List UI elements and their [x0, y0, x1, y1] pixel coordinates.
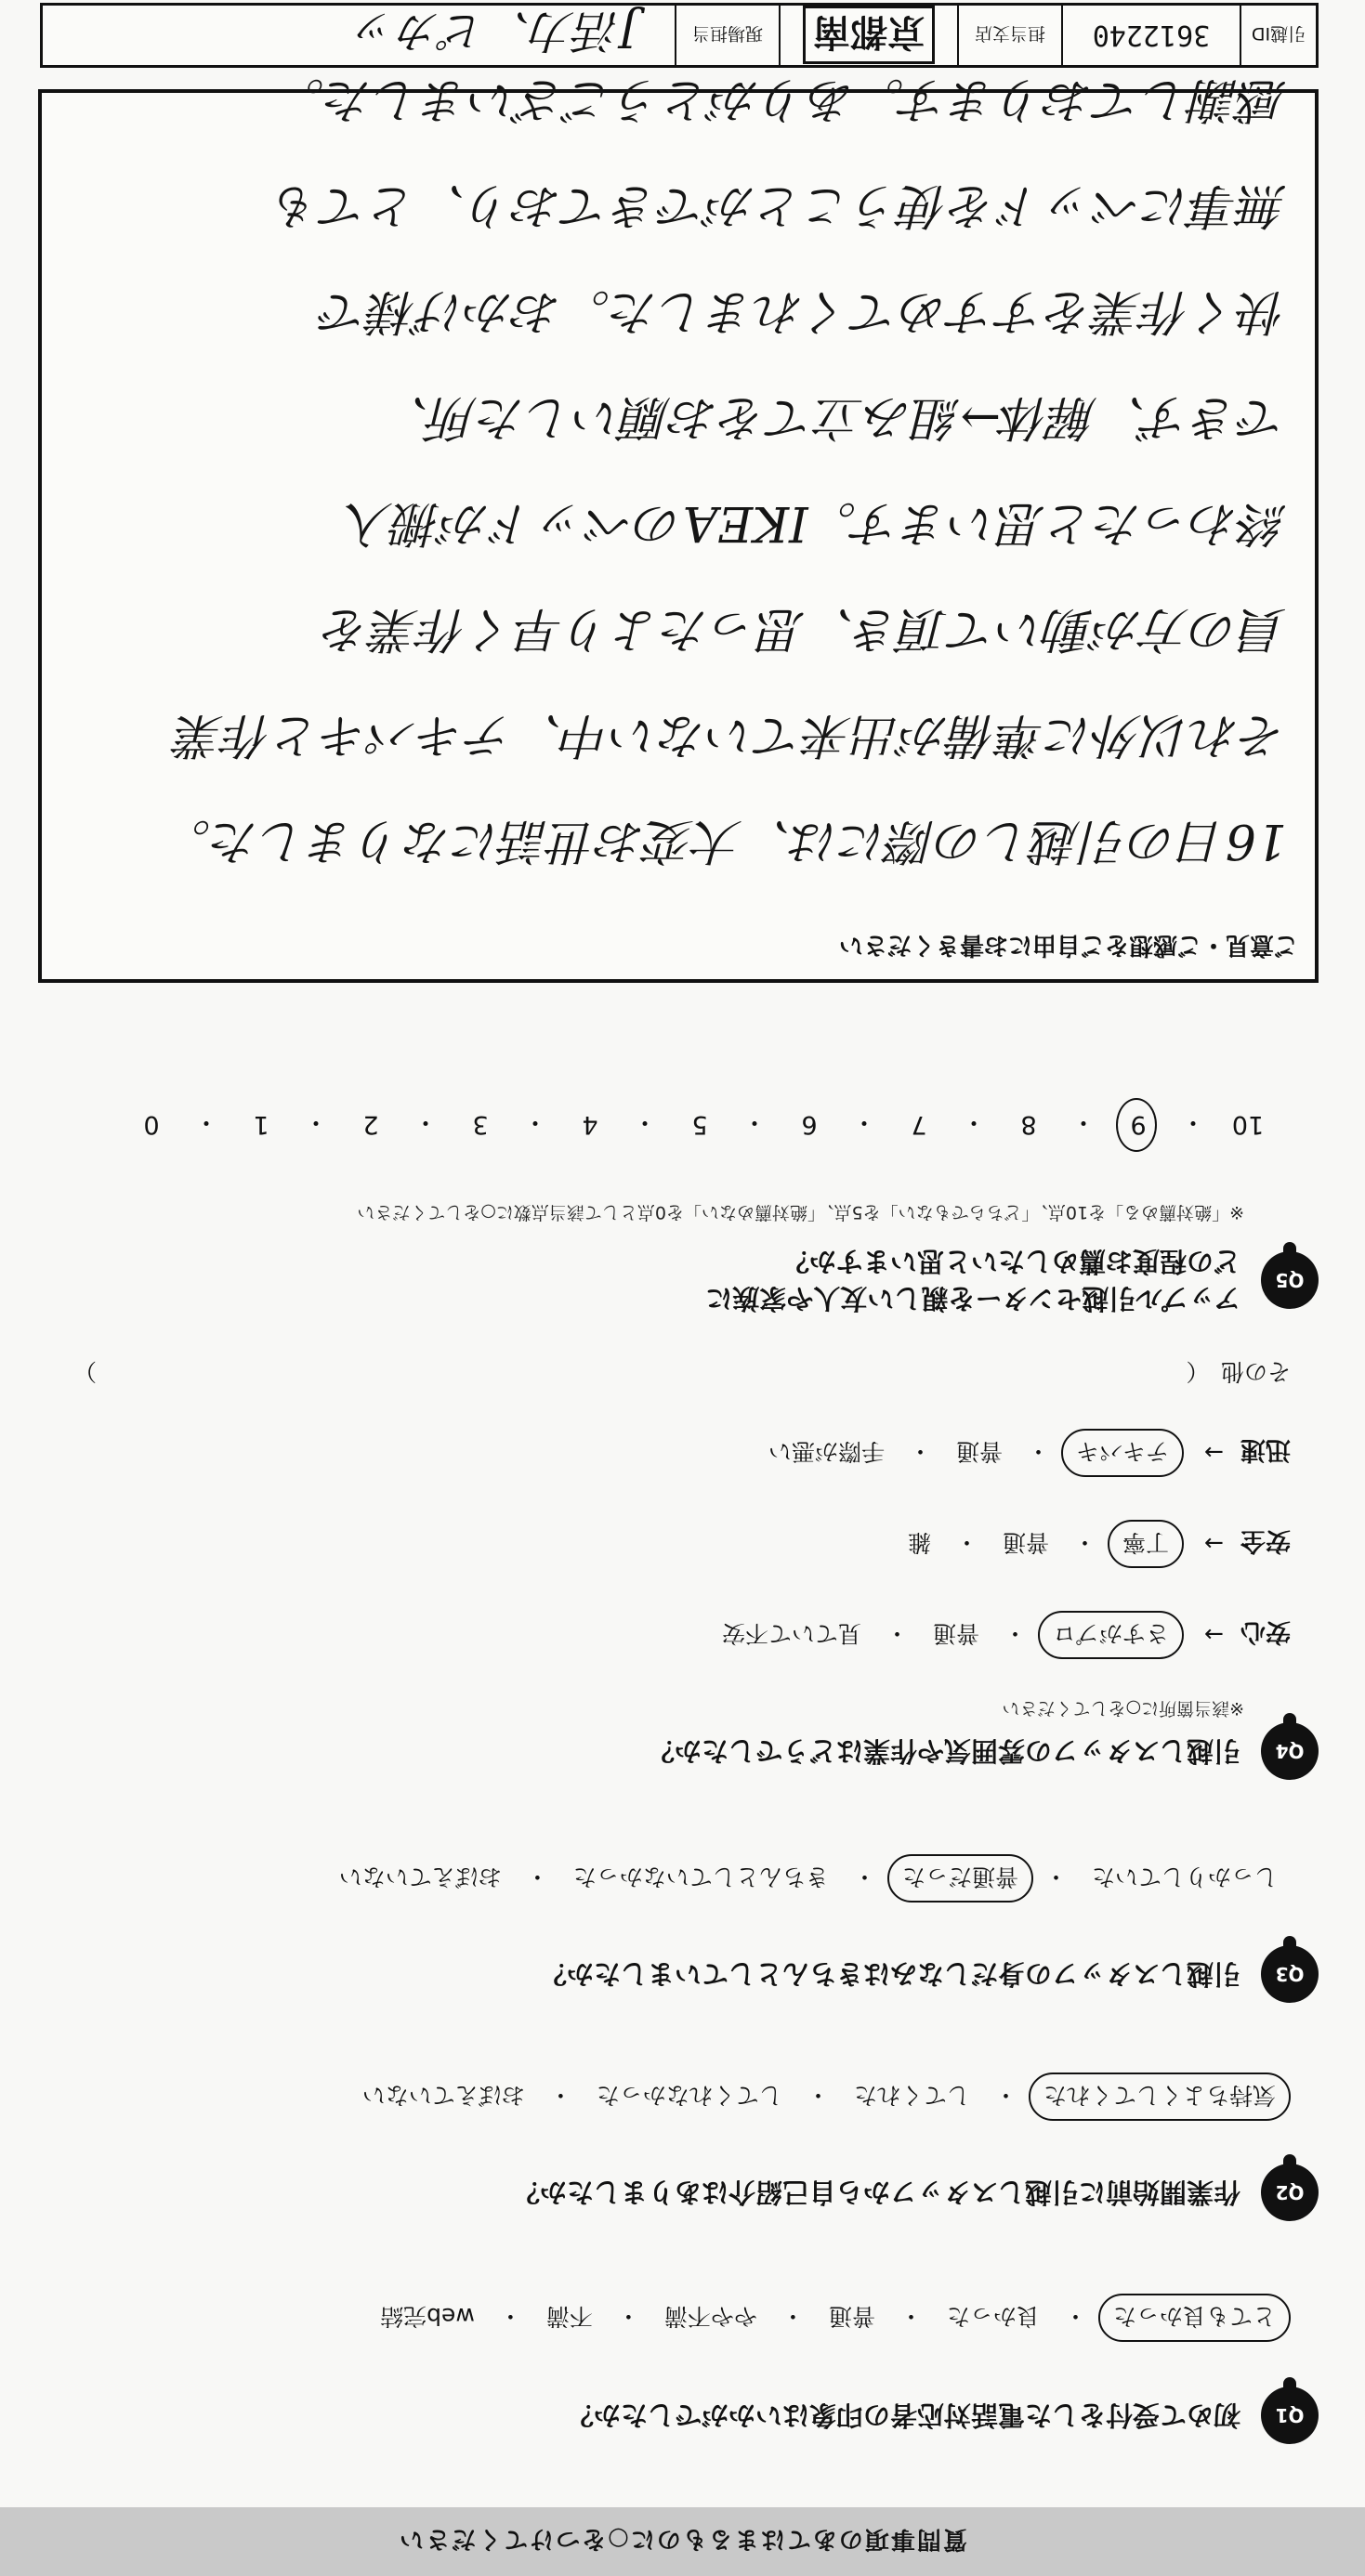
instructions-band — [0, 2507, 1365, 2576]
q4-text: 引越しスタッフの雰囲気や作業はどうでしたか？ — [647, 1735, 1240, 1767]
q5-text — [705, 1243, 1240, 1317]
manager-name: J活力、ピカッ — [352, 5, 637, 58]
q3-option-normal[interactable]: 普通だった — [887, 1854, 1033, 1903]
comment-line: 快く作業をすすめてくれました。おかげ様で — [320, 283, 1287, 339]
q4-anzen-option-rough[interactable]: 雑 — [907, 1529, 931, 1556]
q4-anshin-option-uneasy[interactable]: 見ていて不安 — [721, 1620, 861, 1647]
q5-score-4[interactable]: 4 — [582, 1110, 598, 1139]
q5-text-line1: アップル引越センターを親しい友人や家族に — [705, 1283, 1240, 1314]
q3-badge-icon: Q3 — [1261, 1945, 1319, 2003]
q3-option-dont-remember[interactable]: おぼえていない — [338, 1863, 502, 1890]
branch-label: 担当支店 — [957, 6, 1061, 65]
branch-value-cell — [779, 6, 957, 65]
comment-line: 16日の引越しの際には、大変お世話になりました。 — [162, 813, 1287, 869]
q4-other-row — [73, 1356, 1291, 1390]
q5-score-8[interactable]: 8 — [1020, 1110, 1037, 1139]
q5-score-3[interactable]: 3 — [472, 1110, 489, 1139]
info-footer — [40, 3, 1319, 68]
comment-line: できず、解体→組み立てをお願いした所、 — [380, 389, 1287, 445]
q5-note: ※「絶対薦める」を10点、「どちらでもない」を5点、「絶対薦めない」を0点として該当点数に○をしてください — [357, 1202, 1244, 1223]
q1-options: とても良かった ・ 良かった ・ 普通 ・ やや不満 ・ 不満 ・ web完結 — [367, 2294, 1291, 2342]
q2-option-did-not[interactable]: してくれなかった — [596, 2082, 782, 2109]
comment-line: それ以外に準備が出来ていない中、テキパキと作業 — [175, 707, 1287, 763]
q1-text: 初めて受付をした電話対応者の印象はいかがでしたか？ — [566, 2399, 1240, 2431]
q1-option-normal[interactable]: 普通 — [828, 2303, 875, 2330]
q5-score-1[interactable]: 1 — [253, 1110, 269, 1139]
q4-anshin-option-normal[interactable]: 普通 — [933, 1620, 980, 1647]
q5-score-5[interactable]: 5 — [691, 1110, 708, 1139]
q4-row-anzen: 安全 → 丁寧 ・ 普通 ・ 雑 — [895, 1520, 1291, 1568]
comment-line: 無事にベッドを使うことができており、とても — [271, 177, 1287, 233]
q5-score-7[interactable]: 7 — [911, 1110, 927, 1139]
arrow-right-icon: → — [1204, 1621, 1224, 1649]
comments-box[interactable] — [38, 72, 1319, 983]
q5-score-9[interactable]: 9 — [1114, 1110, 1162, 1139]
q3-option-proper[interactable]: しっかりしていた — [1091, 1863, 1278, 1890]
q5-score-2[interactable]: 2 — [362, 1110, 379, 1139]
move-id-label: 引越ID — [1240, 6, 1316, 65]
q4-other-close: ） — [73, 1358, 98, 1385]
q3-options: しっかりしていた ・ 普通だった ・ きちんとしていなかった ・ おぼえていない — [326, 1854, 1291, 1903]
move-id-value: 3612240 — [1061, 6, 1240, 65]
q2-option-pleasant[interactable]: 気持ちよくしてくれた — [1029, 2073, 1291, 2121]
q4-badge-icon: Q4 — [1261, 1722, 1319, 1780]
arrow-right-icon: → — [1204, 1530, 1224, 1558]
q2-badge-icon: Q2 — [1261, 2164, 1319, 2221]
q4-row-anshin-label: 安心 — [1240, 1617, 1291, 1647]
comment-line: 員の方が動いて頂き、思ったより早く作業を — [322, 601, 1287, 657]
comments-handwriting — [60, 46, 1287, 894]
instructions-text: 質問事項のあてはまるものに○をつけてください — [398, 2525, 967, 2554]
q5-score-0[interactable]: 0 — [143, 1110, 160, 1139]
q5-score-10[interactable]: 10 — [1231, 1110, 1265, 1139]
q4-row-jinsoku: 迅速 → テキパキ ・ 普通 ・ 手際が悪い — [755, 1429, 1291, 1477]
q1-badge-icon: Q1 — [1261, 2386, 1319, 2444]
comments-title: ご意見・ご感想をご自由にお書きください — [838, 931, 1298, 959]
q2-text: 作業開始前に引越しスタッフから自己紹介はありましたか？ — [512, 2177, 1240, 2208]
q2-option-dont-remember[interactable]: おぼえていない — [361, 2082, 525, 2109]
comment-line: 終わったと思います。IKEAのベッドが搬入 — [344, 495, 1287, 551]
q2-option-did[interactable]: してくれた — [853, 2082, 970, 2109]
q4-anzen-option-careful[interactable]: 丁寧 — [1108, 1520, 1184, 1568]
q4-anzen-option-normal[interactable]: 普通 — [1003, 1529, 1050, 1556]
branch-stamp: 京都南 — [803, 7, 935, 65]
q1-option-dissatisfied[interactable]: 不満 — [545, 2303, 593, 2330]
q5-badge-icon: Q5 — [1261, 1251, 1319, 1309]
q5-scale: 10 ・ 9 ・ 8 ・ 7 ・ 6 ・ 5 ・ 4 ・ 3 ・ 2 ・ 1 ・ 0 — [127, 1106, 1272, 1143]
arrow-right-icon: → — [1204, 1439, 1224, 1467]
q4-row-anzen-label: 安全 — [1240, 1526, 1291, 1556]
q4-anshin-option-pro[interactable]: さすがプロ — [1038, 1611, 1184, 1659]
q1-option-web[interactable]: web完結 — [380, 2303, 475, 2330]
q4-row-anshin: 安心 → さすがプロ ・ 普通 ・ 見ていて不安 — [709, 1611, 1291, 1659]
q3-option-improper[interactable]: きちんとしていなかった — [572, 1863, 829, 1890]
q5-score-6[interactable]: 6 — [801, 1110, 818, 1139]
q1-option-somewhat-dissatisfied[interactable]: やや不満 — [663, 2303, 757, 2330]
q2-options: 気持ちよくしてくれた ・ してくれた ・ してくれなかった ・ おぼえていない — [349, 2073, 1291, 2121]
q4-row-jinsoku-label: 迅速 — [1240, 1435, 1291, 1465]
q4-jinsoku-option-normal[interactable]: 普通 — [956, 1438, 1004, 1465]
q4-jinsoku-option-clumsy[interactable]: 手際が悪い — [768, 1438, 885, 1465]
q4-jinsoku-option-quick[interactable]: テキパキ — [1061, 1429, 1184, 1477]
q4-note: ※該当箇所に○をしてください — [1002, 1698, 1244, 1719]
q5-text-line2: どの程度お薦めしたいと思いますか？ — [781, 1246, 1240, 1277]
comment-line: 感謝しております。ありがとうございました。 — [276, 72, 1287, 127]
q3-text: 引越しスタッフの身だしなみはきちんとしていましたか？ — [539, 1958, 1240, 1990]
manager-label: 現場担当 — [675, 6, 779, 65]
q4-other-label: その他 （ — [1186, 1358, 1291, 1385]
q1-option-very-good[interactable]: とても良かった — [1098, 2294, 1291, 2342]
q1-option-good[interactable]: 良かった — [946, 2303, 1040, 2330]
